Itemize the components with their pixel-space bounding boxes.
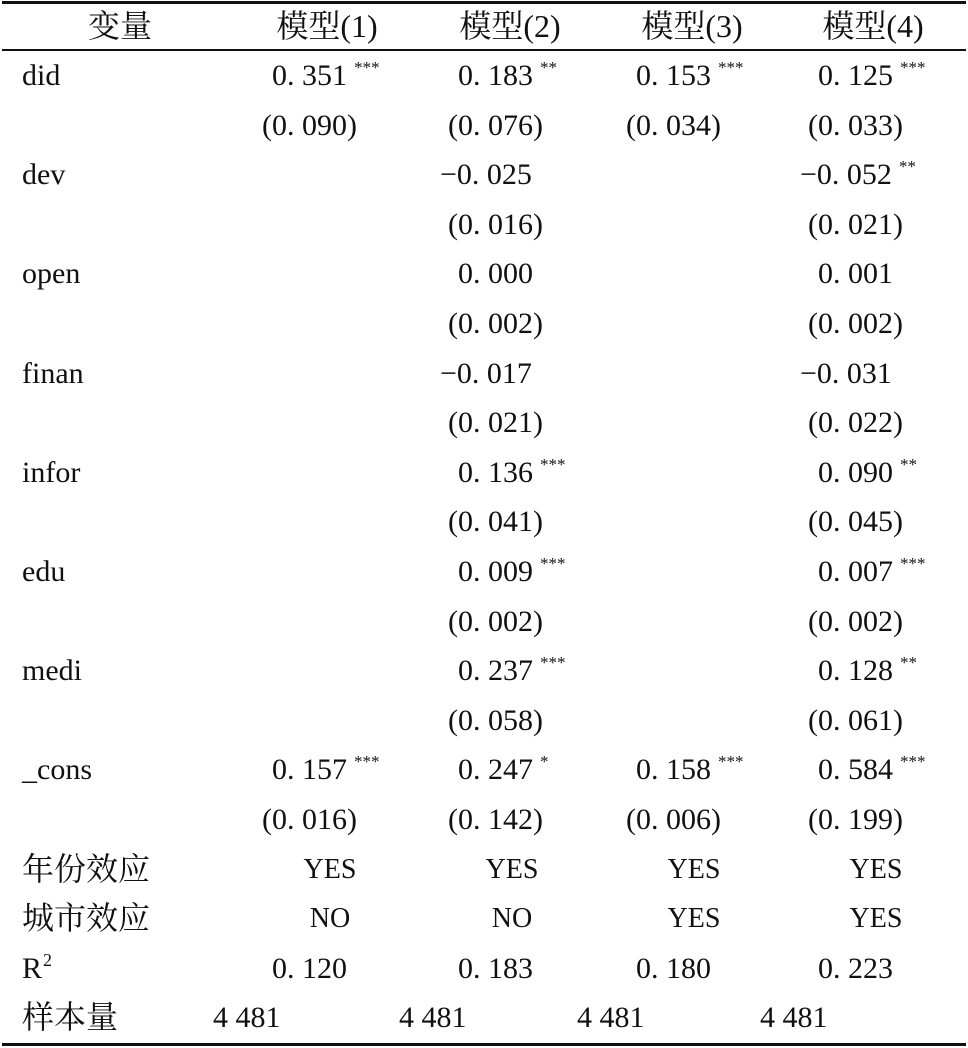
row-did-se	[0, 101, 968, 151]
coef-medi-model2	[458, 646, 566, 696]
se-cons-model2: (0. 142)	[448, 803, 543, 836]
coef-value: 0. 128	[818, 654, 893, 688]
se-infor-model4: (0. 045)	[808, 505, 903, 539]
row-medi-se	[0, 696, 968, 746]
row-open-coef	[0, 249, 968, 299]
se-dev-model4: (0. 021)	[808, 207, 903, 241]
significance-stars: ***	[900, 554, 926, 573]
coef-value: 0. 157	[272, 753, 347, 787]
year-effect-model4: YES	[849, 853, 903, 885]
significance-stars: **	[900, 653, 917, 673]
coef-value: 0. 090	[818, 455, 893, 489]
bottom-rule	[2, 1043, 966, 1046]
sample-size-model4: 4 481	[760, 1001, 828, 1035]
coef-infor-model2	[458, 448, 566, 498]
se-open-model2: (0. 002)	[448, 307, 543, 340]
coef-value: 0. 001	[818, 257, 893, 291]
r-squared-model3: 0. 180	[636, 951, 711, 985]
variable-label-open: open	[22, 257, 81, 291]
year-effect-model2: YES	[485, 853, 539, 885]
city-effect-model4: YES	[849, 903, 903, 935]
coef-finan-model4	[800, 349, 892, 399]
coef-value: 0. 351	[272, 59, 347, 92]
coef-edu-model2	[458, 547, 566, 597]
r-squared-model4: 0. 223	[818, 951, 893, 985]
se-medi-model4: (0. 061)	[808, 703, 903, 737]
year-effect-model1: YES	[303, 853, 357, 885]
coef-value: 0. 237	[458, 654, 533, 688]
coef-did-model2	[458, 51, 557, 101]
variable-label-edu: edu	[22, 555, 66, 588]
significance-stars: ***	[540, 653, 566, 673]
row-finan-coef	[0, 349, 968, 399]
row-open-se	[0, 299, 968, 349]
header-variable: 变量	[87, 8, 152, 44]
coef-value: 0. 000	[458, 257, 533, 291]
city-effect-model1: NO	[309, 903, 351, 935]
row-finan-se	[0, 398, 968, 448]
sample-size-label: 样本量	[22, 999, 119, 1036]
sample-size-model2: 4 481	[399, 1001, 467, 1035]
header-model-2: 模型(2)	[459, 8, 561, 44]
city-effect-model2: NO	[491, 903, 533, 935]
significance-stars: ***	[540, 554, 566, 573]
row-edu-coef	[0, 547, 968, 597]
row-did-coef	[0, 51, 968, 101]
significance-stars: ***	[354, 58, 380, 77]
coef-value: −0. 052	[800, 158, 892, 192]
r-squared-label	[22, 944, 52, 994]
coef-cons-model4	[818, 745, 926, 795]
se-infor-model2: (0. 041)	[448, 505, 543, 539]
coef-value: 0. 584	[818, 753, 893, 787]
coef-value: 0. 009	[458, 555, 533, 588]
row-cons-se	[0, 795, 968, 845]
variable-label-dev: dev	[22, 158, 66, 192]
coef-value: 0. 247	[458, 753, 533, 787]
se-did-model3: (0. 034)	[626, 108, 721, 142]
se-did-model4: (0. 033)	[808, 108, 903, 142]
coef-edu-model4	[818, 547, 926, 597]
row-r-squared	[0, 944, 968, 994]
city-effect-label: 城市效应	[22, 900, 151, 937]
coef-finan-model2	[440, 349, 532, 399]
coef-open-model2	[458, 249, 533, 299]
variable-label-infor: infor	[22, 455, 81, 489]
significance-stars: ***	[900, 752, 926, 772]
coef-value: 0. 153	[636, 59, 711, 92]
significance-stars: ***	[900, 58, 926, 77]
coef-value: −0. 025	[440, 158, 532, 192]
row-dev-coef	[0, 150, 968, 200]
city-effect-model3: YES	[667, 903, 721, 935]
se-finan-model4: (0. 022)	[808, 406, 903, 440]
se-did-model2: (0. 076)	[448, 108, 543, 142]
coef-open-model4	[818, 249, 893, 299]
coef-dev-model2	[440, 150, 532, 200]
header-model-4: 模型(4)	[822, 8, 924, 44]
coef-did-model3	[636, 51, 744, 101]
se-cons-model1: (0. 016)	[262, 803, 357, 836]
significance-stars: ***	[718, 752, 744, 772]
significance-stars: ***	[354, 752, 380, 772]
year-effect-label: 年份效应	[22, 850, 151, 887]
coef-cons-model3	[636, 745, 744, 795]
variable-label-cons: _cons	[22, 753, 92, 787]
r-squared-model1: 0. 120	[272, 951, 347, 985]
row-cons-coef	[0, 745, 968, 795]
se-did-model1: (0. 090)	[262, 108, 357, 142]
variable-label-medi: medi	[22, 654, 82, 688]
sample-size-model1: 4 481	[213, 1001, 281, 1035]
row-dev-se	[0, 200, 968, 250]
se-finan-model2: (0. 021)	[448, 406, 543, 440]
significance-stars: **	[898, 157, 916, 177]
se-medi-model2: (0. 058)	[448, 703, 543, 737]
coef-value: 0. 183	[458, 59, 533, 92]
significance-stars: ***	[540, 454, 566, 474]
header-model-1: 模型(1)	[276, 8, 378, 44]
row-city-effect	[0, 894, 968, 944]
row-infor-coef	[0, 448, 968, 498]
r-squared-model2: 0. 183	[458, 951, 533, 985]
coef-did-model4	[818, 51, 926, 101]
variable-label-did: did	[22, 59, 61, 92]
row-sample-size	[0, 993, 968, 1043]
significance-stars: **	[900, 454, 917, 474]
row-infor-se	[0, 497, 968, 547]
sample-size-model3: 4 481	[577, 1001, 645, 1035]
coef-value: −0. 017	[440, 356, 532, 390]
row-edu-se	[0, 597, 968, 647]
row-medi-coef	[0, 646, 968, 696]
coef-did-model1	[272, 51, 380, 101]
coef-value: 0. 158	[636, 753, 711, 787]
row-year-effect	[0, 845, 968, 895]
header-model-3: 模型(3)	[641, 8, 743, 44]
r-label: R	[22, 951, 43, 985]
se-edu-model4: (0. 002)	[808, 604, 903, 638]
coef-value: −0. 031	[800, 356, 892, 390]
significance-stars: ***	[718, 58, 744, 77]
coef-value: 0. 007	[818, 555, 893, 588]
se-dev-model2: (0. 016)	[448, 207, 543, 241]
coef-value: 0. 136	[458, 455, 533, 489]
r-superscript: 2	[43, 949, 53, 970]
significance-stars: *	[540, 752, 549, 772]
coef-dev-model4	[800, 150, 916, 200]
coef-cons-model1	[272, 745, 380, 795]
se-edu-model2: (0. 002)	[448, 604, 543, 638]
se-cons-model4: (0. 199)	[808, 803, 903, 836]
se-cons-model3: (0. 006)	[626, 803, 721, 836]
coef-cons-model2	[458, 745, 549, 795]
coef-infor-model4	[818, 448, 917, 498]
coef-value: 0. 125	[818, 59, 893, 92]
se-open-model4: (0. 002)	[808, 307, 903, 340]
variable-label-finan: finan	[22, 356, 84, 390]
year-effect-model3: YES	[667, 853, 721, 885]
significance-stars: **	[540, 58, 557, 77]
coef-medi-model4	[818, 646, 917, 696]
